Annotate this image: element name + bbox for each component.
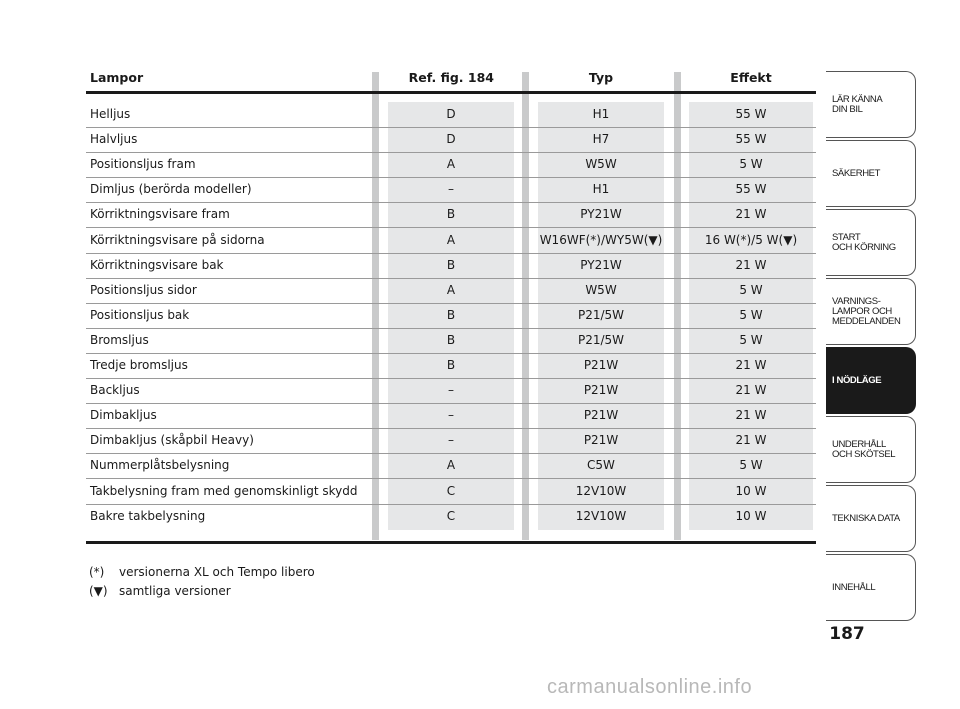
lamp-name: Körriktningsvisare fram [90,207,230,222]
ref-fig: – [448,383,454,398]
table-row [86,103,816,128]
ref-fig: – [448,408,454,423]
nav-tab[interactable]: UNDERHÅLL OCH SKÖTSEL [826,416,916,483]
table-row [86,429,816,454]
power: 5 W [739,332,763,347]
ref-fig: D [446,107,456,121]
footnote-mark: (*) [89,565,105,579]
watermark: carmanualsonline.info [547,676,753,698]
power: 55 W [735,107,767,121]
bulb-type: P21/5W [577,307,625,322]
bulb-type: H1 [592,182,610,197]
power: 5 W [739,282,763,297]
lamp-name: Positionsljus sidor [90,282,197,297]
lamp-name: Backljus [90,383,140,398]
nav-tab[interactable]: SÄKERHET [826,140,916,207]
bulb-type: 12V10W [575,508,627,523]
bulb-type: W5W [585,282,617,297]
bulb-type: PY21W [580,257,622,272]
lamp-name: Körriktningsvisare bak [90,257,224,272]
table-row [86,128,816,153]
table-row [86,178,816,203]
table-row [86,379,816,404]
power: 55 W [735,132,767,147]
power: 21 W [735,257,767,272]
lamp-name: Bromsljus [90,332,149,347]
nav-tab[interactable]: VARNINGS- LAMPOR OCH MEDDELANDEN [826,278,916,345]
nav-tab[interactable]: INNEHÅLL [826,554,916,621]
ref-fig: B [446,332,456,347]
table-row [86,404,816,429]
bulb-type: PY21W [580,207,622,222]
ref-fig: A [446,458,456,473]
bulb-type: H7 [592,132,610,147]
lamp-name: Positionsljus bak [90,307,190,322]
lamp-name: Dimbakljus (skåpbil Heavy) [90,433,254,448]
table-row [86,329,816,354]
bulb-type: P21/5W [577,332,625,347]
footnote-text: samtliga versioner [119,584,231,598]
table-row [86,229,816,254]
table-row [86,279,816,304]
table-bottom-rule [86,541,816,544]
lamp-name: Takbelysning fram med genomskinligt skydd [90,483,358,498]
table-row [86,354,816,379]
lamp-name: Tredje bromsljus [90,358,188,372]
power: 55 W [735,182,767,197]
power: 21 W [735,383,767,398]
nav-tab[interactable]: TEKNISKA DATA [826,485,916,552]
nav-tab[interactable]: I NÖDLÄGE [826,347,916,414]
footnote-mark: (▼) [89,584,108,598]
lamp-name: Dimbakljus [90,408,157,423]
table-row [86,480,816,505]
header-lampor: Lampor [90,70,144,85]
ref-fig: B [446,358,456,372]
ref-fig: A [446,157,456,172]
bulb-type: W5W [585,157,617,172]
ref-fig: B [446,257,456,272]
ref-fig: – [448,182,454,197]
lamp-name: Dimljus (berörda modeller) [90,182,252,197]
page-number: 187 [829,624,865,644]
lamp-name: Halvljus [90,132,138,147]
power: 21 W [735,207,767,222]
power: 10 W [735,508,767,523]
footnote-triangle [89,584,231,598]
table-row [86,254,816,279]
power: 21 W [735,433,767,448]
nav-tab[interactable]: LÄR KÄNNA DIN BIL [826,71,916,138]
power: 21 W [735,408,767,423]
ref-fig: A [446,282,456,297]
bulb-type: P21W [583,433,619,448]
lamp-name: Körriktningsvisare på sidorna [90,232,265,247]
power: 5 W [739,458,763,473]
ref-fig: – [448,433,454,448]
footnote-text: versionerna XL och Tempo libero [119,565,315,579]
power: 10 W [735,483,767,498]
table-row [86,203,816,228]
bulb-type: P21W [583,358,619,372]
bulb-type: C5W [587,458,615,473]
power: 5 W [739,157,763,172]
bulb-type: P21W [583,383,619,398]
ref-fig: B [446,207,456,222]
footnote-asterisk [89,565,315,579]
ref-fig: A [446,232,456,247]
header-ref-fig: Ref. fig. 184 [408,70,494,85]
ref-fig: C [446,508,456,523]
nav-tab[interactable]: START OCH KÖRNING [826,209,916,276]
power: 5 W [739,307,763,322]
table-row [86,153,816,178]
lamp-name: Bakre takbelysning [90,508,206,523]
power: 21 W [735,358,767,372]
ref-fig: D [446,132,456,147]
ref-fig: C [446,483,456,498]
bulb-type: W16WF(*)/WY5W(▼) [539,232,663,247]
header-effekt: Effekt [730,70,772,85]
lamp-name: Nummerplåtsbelysning [90,458,230,473]
bulb-type: H1 [592,107,610,121]
ref-fig: B [446,307,456,322]
header-typ: Typ [588,70,614,85]
table-row [86,505,816,530]
lamp-name: Positionsljus fram [90,157,196,172]
table-row [86,304,816,329]
power: 16 W(*)/5 W(▼) [704,232,798,247]
bulb-type: P21W [583,408,619,423]
lamp-name: Helljus [90,107,131,121]
table-row [86,454,816,479]
table-top-rule [86,91,816,94]
bulb-type: 12V10W [575,483,627,498]
